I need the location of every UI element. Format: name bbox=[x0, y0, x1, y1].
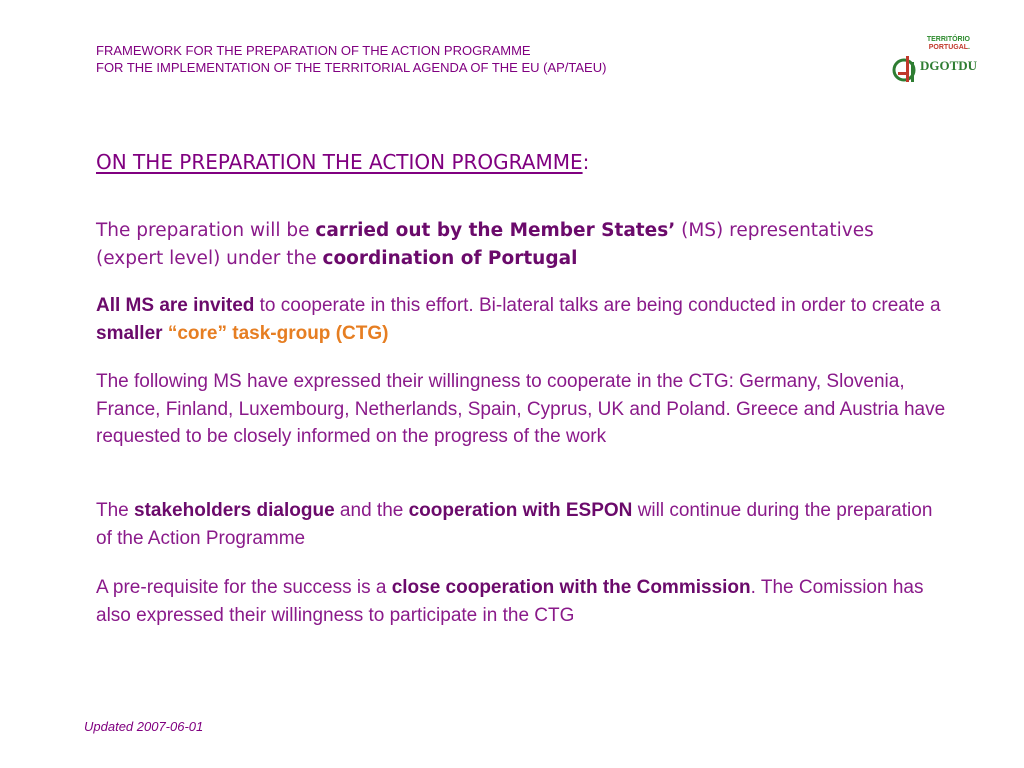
p1-bold-member-states: carried out by the Member States’ bbox=[315, 220, 676, 241]
p5-bold-commission: close cooperation with the Commission bbox=[391, 577, 751, 598]
slide-header bbox=[96, 42, 606, 76]
paragraph-all-ms-invited bbox=[96, 292, 946, 347]
p3-text: The following MS have expressed their willingness to cooperate in the CTG: Germany, Slovenia, France, Finland, Luxembourg, Netherlands, Spain, Cyprus, UK and Poland. Greece and Austria have requested to be closely informed on the progress of the work bbox=[96, 371, 946, 447]
header-line-1: FRAMEWORK FOR THE PREPARATION OF THE ACTION PROGRAMME bbox=[96, 43, 531, 58]
section-title bbox=[96, 150, 589, 174]
paragraph-stakeholders bbox=[96, 497, 946, 552]
p2-bold-smaller: smaller bbox=[96, 322, 163, 344]
p5-text-2: . The Comission has also expressed their willingness to participate in the CTG bbox=[96, 577, 924, 626]
p1-bold-coordination: coordination of Portugal bbox=[322, 247, 578, 269]
p4-text-3: will continue during the preparation of the Action Programme bbox=[96, 500, 933, 549]
header-line-2: FOR THE IMPLEMENTATION OF THE TERRITORIAL AGENDA OF THE EU (AP/TAEU) bbox=[96, 60, 607, 75]
p1-text-1: The preparation will be bbox=[96, 220, 316, 241]
dgotdu-emblem-icon bbox=[892, 54, 920, 84]
p4-text-1: The bbox=[96, 500, 135, 521]
paragraph-commission bbox=[96, 574, 946, 629]
paragraph-preparation bbox=[96, 217, 946, 272]
paragraph-ms-list bbox=[96, 368, 946, 451]
p1-text-2: (MS) representatives (expert level) under the bbox=[96, 220, 874, 269]
updated-date: Updated 2007-06-01 bbox=[84, 719, 204, 734]
p4-text-2: and the bbox=[334, 500, 409, 521]
dgotdu-logo bbox=[892, 36, 976, 88]
p5-text-1: A pre-requisite for the success is a bbox=[96, 577, 392, 598]
p2-core-task-group: “core” task-group (CTG) bbox=[167, 322, 389, 344]
logo-dgotdu-text: DGOTDU bbox=[920, 58, 978, 73]
logo-portugal-text: PORTUGAL. bbox=[928, 44, 970, 51]
p4-bold-espon: cooperation with ESPON bbox=[408, 500, 633, 521]
section-title-colon: : bbox=[582, 150, 590, 174]
p4-bold-stakeholders: stakeholders dialogue bbox=[134, 500, 335, 521]
section-title-text: ON THE PREPARATION THE ACTION PROGRAMME bbox=[96, 150, 583, 174]
logo-territorio-text: TERRITÓRIO bbox=[926, 36, 970, 43]
p2-bold-all-ms: All MS are invited bbox=[96, 295, 255, 316]
p2-text-1: to cooperate in this effort. Bi-lateral talks are being conducted in order to create a bbox=[254, 295, 941, 316]
